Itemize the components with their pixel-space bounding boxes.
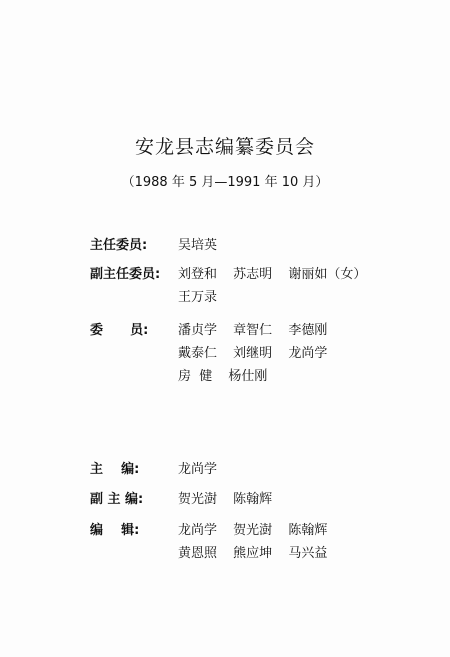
person-name: 马兴益 — [288, 546, 328, 561]
committee-row-members — [90, 319, 339, 388]
role-label: 主 编: — [90, 462, 140, 477]
person-name: 李德刚 — [288, 323, 328, 338]
names-line — [178, 234, 229, 257]
names-line — [178, 542, 339, 565]
names-block — [178, 519, 339, 565]
person-name: 苏志明 — [233, 267, 273, 282]
person-name: 龙尚学 — [178, 462, 218, 477]
names-block — [178, 319, 339, 388]
person-name: 房 健 — [178, 369, 213, 384]
person-name: 谢丽如（女） — [288, 267, 367, 282]
names-line — [178, 458, 229, 481]
role-label: 编 辑: — [90, 523, 140, 538]
names-line — [178, 365, 339, 388]
person-name: 吴培英 — [178, 238, 218, 253]
person-name: 刘登和 — [178, 267, 218, 282]
person-name: 陈翰辉 — [233, 492, 273, 507]
page-title: 安龙县志编纂委员会 — [134, 136, 315, 158]
person-name: 黄恩照 — [178, 546, 218, 561]
names-line — [178, 263, 378, 286]
role-label: 委 员: — [90, 323, 149, 338]
role-label: 副主任委员: — [90, 267, 161, 282]
names-line — [178, 286, 378, 309]
names-line — [178, 519, 339, 542]
editor-row-editors — [90, 519, 339, 565]
editor-row-chief — [90, 458, 229, 481]
person-name: 龙尚学 — [288, 346, 328, 361]
person-name: 贺光澍 — [233, 523, 273, 538]
names-block — [178, 263, 378, 309]
person-name: 潘贞学 — [178, 323, 218, 338]
names-block — [178, 234, 229, 257]
committee-row-deputy-directors — [90, 263, 378, 309]
person-name: 刘继明 — [233, 346, 273, 361]
names-block — [178, 458, 229, 481]
page-subtitle-dates: （1988 年 5 月—1991 年 10 月） — [121, 175, 329, 190]
role-label: 副 主 编: — [90, 492, 144, 507]
person-name: 戴泰仁 — [178, 346, 218, 361]
person-name: 熊应坤 — [233, 546, 273, 561]
editor-row-deputy-chief — [90, 488, 284, 511]
role-label: 主任委员: — [90, 238, 148, 253]
names-line — [178, 488, 284, 511]
committee-row-director — [90, 234, 229, 257]
person-name: 陈翰辉 — [288, 523, 328, 538]
names-line — [178, 319, 339, 342]
person-name: 章智仁 — [233, 323, 273, 338]
names-block — [178, 488, 284, 511]
person-name: 王万录 — [178, 290, 218, 305]
person-name: 贺光澍 — [178, 492, 218, 507]
names-line — [178, 342, 339, 365]
person-name: 龙尚学 — [178, 523, 218, 538]
person-name: 杨仕刚 — [228, 369, 268, 384]
